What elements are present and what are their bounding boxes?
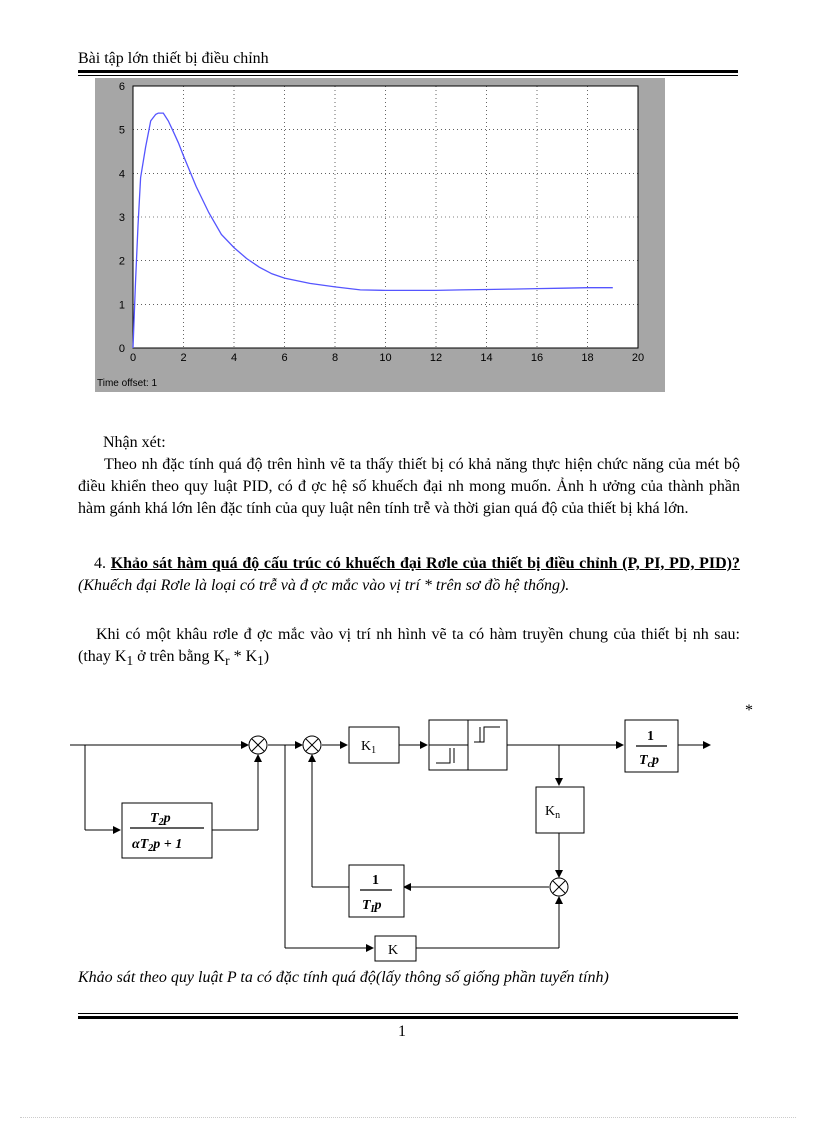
y-tick-label: 2 (118, 255, 125, 268)
section4-text-3: * K (229, 648, 258, 665)
x-tick-label: 2 (180, 352, 187, 364)
section4-heading (78, 553, 740, 597)
section4-text-4: ) (263, 648, 270, 665)
relay-position-star: * (745, 702, 753, 719)
svg-text:K: K (388, 943, 399, 958)
sum-junction-2 (303, 736, 321, 754)
y-tick-label: 5 (118, 124, 125, 137)
block-k (375, 936, 416, 961)
remark-heading: Nhận xét: (103, 434, 166, 451)
section4-text-2: ở trên bằng K (133, 648, 226, 665)
section4-number: 4. (94, 555, 106, 572)
svg-text:Tcp: $T_cp$ (639, 753, 660, 770)
x-tick-label: 6 (281, 352, 288, 364)
remark-paragraph: Theo nh đặc tính quá độ trên hình vẽ ta thấy thiết bị có khả năng thực hiện chức năng của mét bộ điều khiển theo quy luật PID, có đ ợc hệ số khuếch đại nh mong muốn. Ảnh h ưởng của thành phần hàm gánh khá lớn lên đặc tính của quy luật nên tính trễ và thời gian quá độ của thiết bị khá lớn. (78, 456, 740, 517)
block-1-over-tc-p (625, 720, 678, 772)
x-tick-label: 10 (379, 352, 392, 364)
y-tick-label: 4 (118, 168, 125, 181)
footer-rule-thin (78, 1013, 738, 1014)
section4-title: Khảo sát hàm quá độ cấu trúc có khuếch đại Rơle của thiết bị điều chỉnh (P, PI, PD, PID)? (110, 555, 741, 572)
section4-sub-1: 1 (126, 653, 134, 669)
block-diagram (60, 700, 780, 970)
block-k1 (349, 727, 399, 763)
svg-text:K1: $K_1$ (361, 739, 377, 756)
step-response-chart-svg (95, 78, 665, 392)
x-tick-label: 14 (480, 352, 493, 364)
page-header-title: Bài tập lớn thiết bị điều chỉnh (78, 50, 269, 67)
block-relay (429, 720, 507, 770)
header-rule-thick (78, 70, 738, 73)
x-tick-label: 20 (631, 352, 645, 364)
svg-text:1: 1 (647, 729, 654, 744)
block-kn (536, 787, 584, 833)
x-tick-label: 16 (530, 352, 544, 364)
sum-junction-1 (249, 736, 267, 754)
x-tick-label: 0 (129, 352, 137, 364)
section4-sub-r: r (225, 653, 230, 669)
y-tick-label: 3 (118, 212, 125, 224)
x-tick-label: 4 (230, 352, 238, 364)
block-1-over-ti-p (349, 865, 404, 917)
y-tick-label: 0 (118, 343, 125, 355)
section4-note: (Khuếch đại Rơle là loại có trễ và đ ợc mắc vào vị trí * trên sơ đồ hệ thống). (78, 577, 570, 594)
x-tick-label: 12 (429, 352, 443, 364)
svg-text:TIp: $T_Ip$ (362, 898, 382, 915)
block-t2p-over-at2p-plus-1 (122, 803, 212, 858)
svg-text:Kn: $K_n$ (545, 804, 561, 821)
footer-rule-thick (78, 1016, 738, 1019)
x-tick-label: 18 (581, 352, 594, 364)
section4-sub-1b: 1 (257, 653, 264, 669)
x-tick-label: 8 (331, 352, 339, 364)
y-tick-label: 6 (118, 81, 125, 93)
time-offset-label: Time offset: 1 (97, 378, 158, 389)
header-rule-thin (78, 75, 738, 76)
section4-text-1: Khi có một khâu rơle đ ợc mắc vào vị trí nh hình vẽ ta có hàm truyền chung của thiết bị nh sau: (thay K (78, 626, 740, 665)
figure-caption: Khảo sát theo quy luật P ta có đặc tính quá độ(lấy thông số giống phần tuyến tính) (78, 969, 609, 986)
step-response-plot (95, 78, 665, 392)
y-tick-label: 1 (118, 299, 125, 312)
svg-text:T2p: $T_2p$ (150, 811, 171, 828)
page-number: 1 (398, 1023, 406, 1040)
page-bottom-dots (20, 1117, 796, 1118)
section4-paragraph (78, 624, 740, 672)
sum-junction-3 (550, 878, 568, 896)
svg-text:αT2p + 1: $\alpha T_2p + 1$ (132, 837, 183, 854)
svg-text:1: 1 (372, 873, 379, 888)
